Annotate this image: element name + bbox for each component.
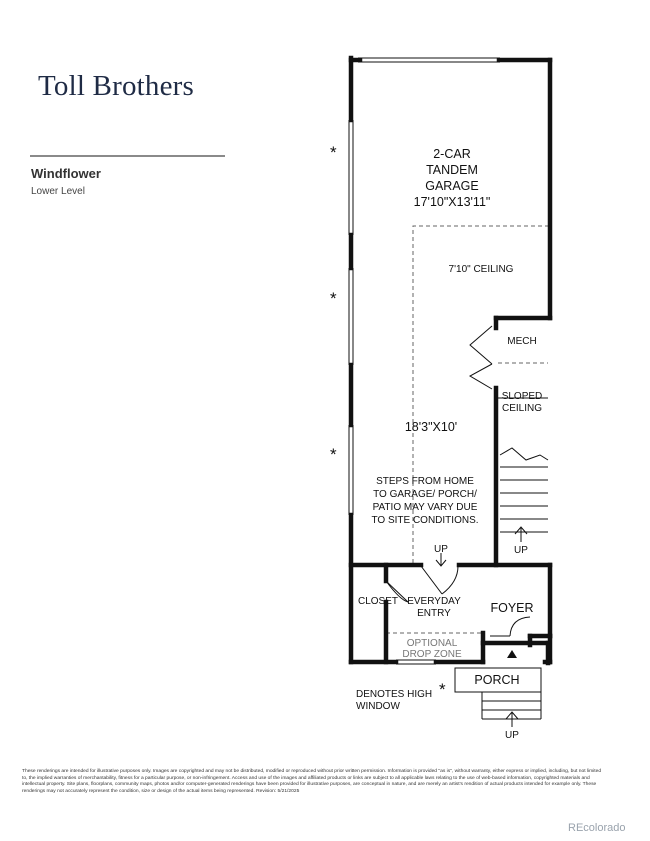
porch-label: PORCH	[474, 673, 520, 687]
plan-name: Windflower	[31, 166, 101, 181]
watermark: REcolorado	[568, 822, 626, 834]
closet-label: CLOSET	[357, 596, 399, 607]
mech-label: MECH	[507, 336, 537, 347]
high-window-asterisk: *	[330, 143, 337, 162]
disclaimer-text: These renderings are intended for illustrative purposes only. Images are copyrighted and may not be distributed, modified or reproduced without prior written permission. Information is provided "as is", without warranty, either express or implied, including, but not limited to, the implied warranties of merchantability, fitness for a particular purpose, or non-infringement. Access and use of the images and affiliated products or links are subject to all applicable laws relating to the use of web-based information, copyrighted materials and intellectual property. Site plans, floorplans, community maps, photos and/or computer-generated renderings have been provided for illustrative purposes, are conceptual in nature, and are merely an artist's rendition of actual products intended for example only. These renderings may not accurately represent the condition, size or design of the actual items being represented. Revision: 5/21/2025	[22, 769, 602, 794]
lower-garage-dimensions: 18'3"X10'	[404, 420, 458, 434]
everyday-entry-label: ENTRY	[417, 608, 451, 619]
steps-note: TO GARAGE/ PORCH/	[373, 489, 477, 500]
ceiling-note: 7'10" CEILING	[448, 264, 514, 275]
garage-label: 2-CAR	[433, 147, 471, 161]
high-window-asterisk: *	[330, 289, 337, 308]
everyday-entry-label: EVERYDAY	[407, 596, 461, 607]
garage-label: GARAGE	[425, 179, 479, 193]
garage-label: TANDEM	[426, 163, 478, 177]
legend-text: WINDOW	[356, 701, 400, 712]
up-label-stairs: UP	[514, 545, 528, 556]
steps-note: TO SITE CONDITIONS.	[371, 515, 479, 526]
drop-zone-label: OPTIONAL	[406, 638, 458, 649]
up-label-entry: UP	[434, 544, 448, 555]
brand-logo: Toll Brothers	[38, 70, 195, 102]
steps-note: STEPS FROM HOME	[376, 476, 474, 487]
garage-dimensions: 17'10"X13'11"	[413, 195, 491, 209]
high-window-asterisk: *	[330, 445, 337, 464]
up-label-porch: UP	[505, 730, 519, 741]
sloped-ceiling-label: SLOPED	[501, 391, 543, 402]
foyer-label: FOYER	[490, 601, 534, 615]
sloped-ceiling-label: CEILING	[501, 403, 543, 414]
plan-level: Lower Level	[31, 186, 85, 197]
door-triangle-icon	[507, 650, 517, 658]
drop-zone-label: DROP ZONE	[402, 649, 462, 660]
legend-asterisk: *	[439, 680, 446, 699]
steps-note: PATIO MAY VARY DUE	[372, 502, 478, 513]
legend-text: DENOTES HIGH	[356, 689, 433, 700]
